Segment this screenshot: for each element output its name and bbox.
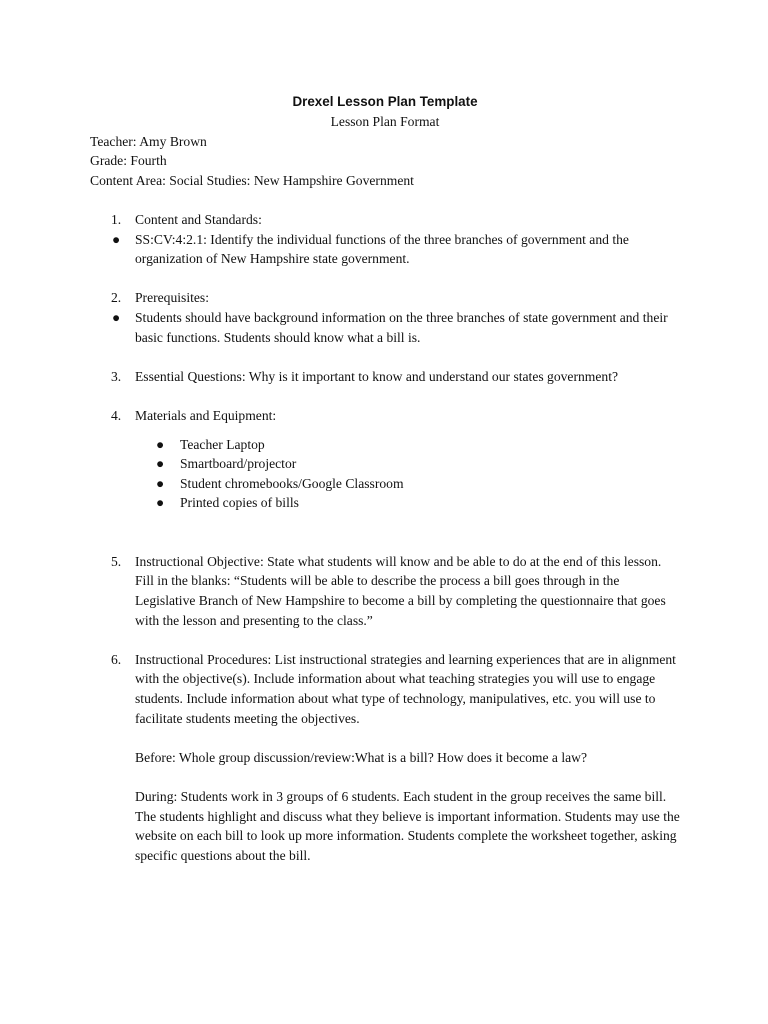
section-text: Essential Questions: Why is it important to know and understand our states government?	[135, 368, 619, 384]
list-item	[90, 435, 680, 455]
section-content-standards	[90, 210, 680, 230]
bullet-icon: ●	[112, 231, 121, 247]
bullet-icon: ●	[156, 475, 165, 491]
list-item-text: Student chromebooks/Google Classroom	[180, 475, 404, 491]
teacher-line: Teacher: Amy Brown	[90, 133, 207, 149]
bullet-item	[90, 230, 680, 269]
bullet-icon: ●	[156, 456, 165, 472]
section-essential-questions	[90, 367, 680, 387]
document-subtitle: Lesson Plan Format	[330, 114, 440, 129]
section-text: Instructional Objective: State what students will know and be able to do at the end of this lesson. Fill in the blanks: “Students will be able to describe the process a bill goes through in the Legislative Branch of New Hampshire to become a bill by completing the questionnaire that goes with the lesson and presenting to the class.”	[135, 553, 666, 628]
bullet-icon: ●	[156, 436, 165, 452]
section-number: 4.	[111, 407, 122, 423]
list-item	[90, 493, 680, 513]
grade-line: Grade: Fourth	[90, 153, 167, 169]
document-title: Drexel Lesson Plan Template	[292, 94, 478, 109]
section-number: 1.	[111, 211, 122, 227]
list-item-text: Smartboard/projector	[180, 456, 297, 472]
section-materials	[90, 406, 680, 426]
lesson-meta	[90, 132, 680, 191]
list-item-text: Teacher Laptop	[180, 436, 265, 452]
section-instructional-objective	[90, 552, 680, 630]
during-paragraph: During: Students work in 3 groups of 6 students. Each student in the group receives the same bill. The students highlight and discuss what they believe is important information. Students may use the website on each bill to look up more information. Students complete the worksheet together, asking specific questions about the bill.	[135, 789, 680, 863]
list-item	[90, 474, 680, 494]
document-page	[90, 92, 680, 865]
bullet-icon: ●	[156, 495, 165, 511]
bullet-text: SS:CV:4:2.1: Identify the individual functions of the three branches of government and the organization of New Hampshire state government.	[135, 231, 629, 267]
section-number: 5.	[111, 553, 122, 569]
before-paragraph: Before: Whole group discussion/review:What is a bill? How does it become a law?	[135, 749, 587, 765]
bullet-item	[90, 308, 680, 347]
section-prerequisites	[90, 288, 680, 308]
content-area-line: Content Area: Social Studies: New Hampshire Government	[90, 172, 414, 188]
list-item	[90, 454, 680, 474]
materials-list	[90, 435, 680, 513]
list-item-text: Printed copies of bills	[180, 495, 299, 511]
bullet-icon: ●	[112, 309, 121, 325]
section-instructional-procedures	[90, 650, 680, 728]
section-number: 2.	[111, 290, 122, 306]
section-text: Instructional Procedures: List instructional strategies and learning experiences that are in alignment with the objective(s). Include information about what teaching strategies you will use to engage students. Include information about what type of technology, manipulatives, etc. you will use to facilitate students meeting the objectives.	[135, 651, 676, 726]
section-number: 3.	[111, 368, 122, 384]
section-heading: Prerequisites:	[135, 290, 209, 306]
section-heading: Content and Standards:	[135, 211, 262, 227]
bullet-text: Students should have background information on the three branches of state government and their basic functions. Students should know what a bill is.	[135, 309, 668, 345]
section-heading: Materials and Equipment:	[135, 407, 277, 423]
section-number: 6.	[111, 651, 122, 667]
